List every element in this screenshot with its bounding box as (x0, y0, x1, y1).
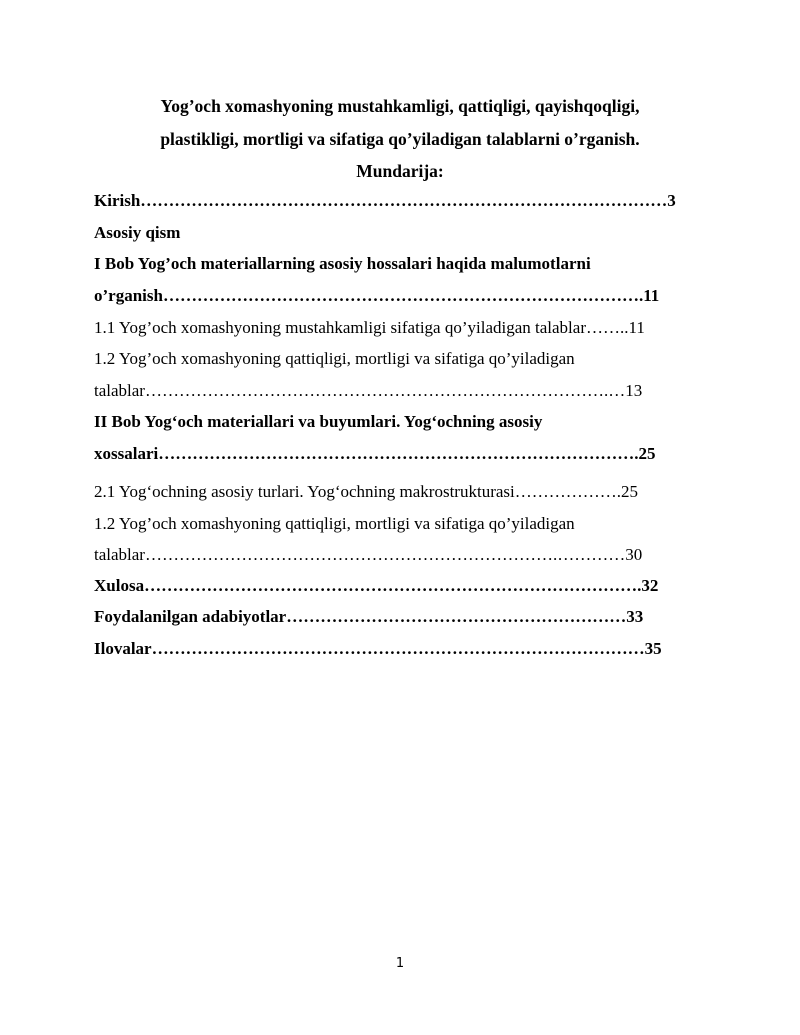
toc-entry-foydalanilgan-adabiyotlar: Foydalanilgan adabiyotlar……………………………………………………33 (94, 607, 644, 626)
toc-entry-bob1-line1: I Bob Yog’och materiallarning asosiy hossalari haqida malumotlarni (94, 254, 591, 273)
toc-entry-kirish: Kirish…………………………………………………………………………………3 (94, 191, 676, 210)
document-title-line-1: Yog’och xomashyoning mustahkamligi, qattiqligi, qayishqoqligi, (160, 96, 640, 116)
toc-entry-section-2-2-line1: 1.2 Yog’och xomashyoning qattiqligi, mortligi va sifatiga qo’yiladigan (94, 514, 575, 533)
toc-entry-ilovalar: Ilovalar……………………………………………………………………………35 (94, 639, 662, 658)
toc-entry-xulosa: Xulosa…………………………………………………………………………….32 (94, 576, 659, 595)
toc-entry-section-1-1: 1.1 Yog’och xomashyoning mustahkamligi sifatiga qo’yiladigan talablar……..11 (94, 318, 645, 337)
toc-entry-section-1-2-line1: 1.2 Yog’och xomashyoning qattiqligi, mortligi va sifatiga qo’yiladigan (94, 349, 575, 368)
contents-heading: Mundarija: (356, 161, 444, 181)
toc-entry-section-1-2-line2: talablar……………………………………………………………………….…13 (94, 381, 643, 400)
toc-entry-bob2-line1: II Bob Yog‘och materiallari va buyumlari. Yog‘ochning asosiy (94, 412, 543, 431)
toc-entry-section-2-2-line2: talablar……………………………………………………………….…………30 (94, 545, 643, 564)
toc-entry-bob2-line2: xossalari………………………………………………………………………….25 (94, 444, 656, 463)
toc-entry-bob1-line2: o’rganish………………………………………………………………………….11 (94, 286, 660, 305)
page-number: 1 (395, 956, 405, 971)
toc-entry-asosiy-qism: Asosiy qism (94, 223, 181, 242)
document-title-line-2: plastikligi, mortligi va sifatiga qo’yiladigan talablarni o’rganish. (160, 129, 640, 149)
toc-entry-section-2-1: 2.1 Yog‘ochning asosiy turlari. Yog‘ochning makrostrukturasi……………….25 (94, 482, 638, 501)
